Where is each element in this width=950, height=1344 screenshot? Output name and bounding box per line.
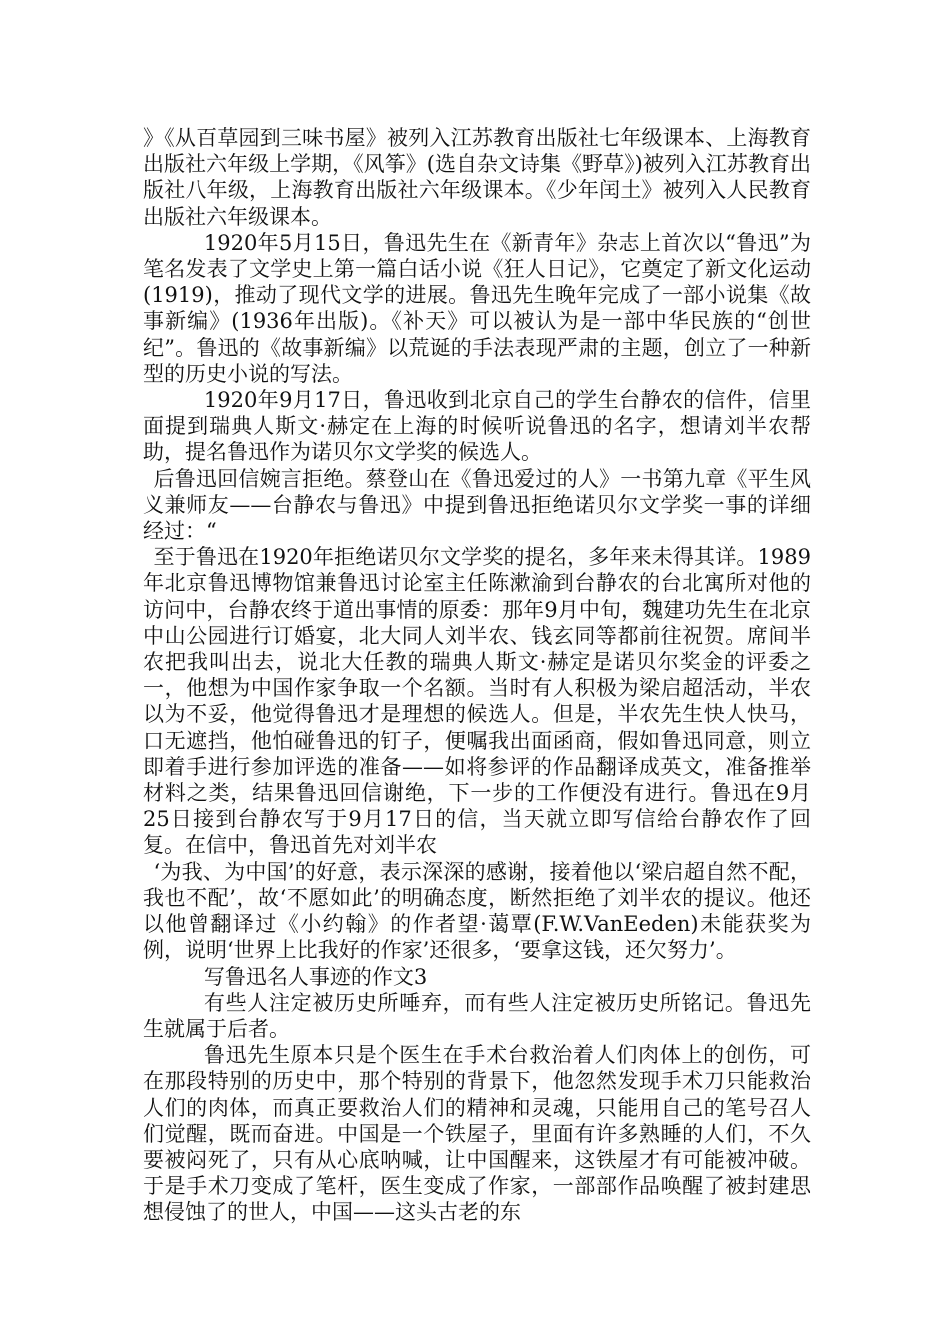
paragraph-textbook-list: 》《从百草园到三味书屋》被列入江苏教育出版社七年级课本、上海教育出版社六年级上学期，《风筝》(选自杂文诗集《野草》)被列入江苏教育出版社八年级，上海教育出版社六年级课本。《少年闰土》被列入人民教育出版社六年级课本。: [143, 126, 811, 229]
paragraph-madman-diary: 1920年5月15日，鲁迅先生在《新青年》杂志上首次以“鲁迅”为笔名发表了文学史上第一篇白话小说《狂人日记》，它奠定了新文化运动(1919)，推动了现代文学的进展。鲁迅先生晚年完成了一部小说集《故事新编》(1936年出版)。《补天》可以被认为是一部中华民族的“创世纪”。鲁迅的《故事新编》以荒诞的手法表现严肃的主题，创立了一种新型的历史小说的写法。: [143, 230, 811, 386]
paragraph-declined-reply: 后鲁迅回信婉言拒绝。蔡登山在《鲁迅爱过的人》一书第九章《平生风义兼师友——台静农与鲁迅》中提到鲁迅拒绝诺贝尔文学奖一事的详细经过：“: [143, 466, 811, 544]
paragraph-letter-received: 1920年9月17日，鲁迅收到北京自己的学生台静农的信件，信里面提到瑞典人斯文·赫定在上海的时候听说鲁迅的名字，想请刘半农帮助，提名鲁迅作为诺贝尔文学奖的候选人。: [143, 388, 811, 465]
paragraph-gratitude: ‘为我、为中国’的好意，表示深深的感谢，接着他以‘梁启超自然不配，我也不配’，故‘不愿如此’的明确态度，断然拒绝了刘半农的提议。他还以他曾翻译过《小约翰》的作者望·蔼覃(F.W.VanEeden)未能获奖为例，说明‘世界上比我好的作家’还很多，‘要拿这钱，还欠努力’。: [143, 859, 811, 963]
paragraph-history-remembers: 有些人注定被历史所唾弃，而有些人注定被历史所铭记。鲁迅先生就属于后者。: [143, 990, 811, 1041]
section-heading: 写鲁迅名人事迹的作文3: [203, 964, 428, 989]
document-body: [143, 125, 811, 1226]
paragraph-doctor-to-writer: 鲁迅先生原本只是个医生在手术台救治着人们肉体上的创伤，可在那段特别的历史中，那个特别的背景下，他忽然发现手术刀只能救治人们的肉体，而真正要救治人们的精神和灵魂，只能用自己的笔号召人们觉醒，既而奋进。中国是一个铁屋子，里面有许多熟睡的人们，不久要被闷死了，只有从心底呐喊，让中国醒来，这铁屋才有可能被冲破。于是手术刀变成了笔杆，医生变成了作家，一部部作品唤醒了被封建思想侵蚀了的世人，中国——这头古老的东: [143, 1043, 811, 1225]
paragraph-nobel-details: 至于鲁迅在1920年拒绝诺贝尔文学奖的提名，多年来未得其详。1989年北京鲁迅博物馆兼鲁迅讨论室主任陈漱渝到台静农的台北寓所对他的访问中，台静农终于道出事情的原委：那年9月中旬，魏建功先生在北京中山公园进行订婚宴，北大同人刘半农、钱玄同等都前往祝贺。席间半农把我叫出去，说北大任教的瑞典人斯文·赫定是诺贝尔奖金的评委之一，他想为中国作家争取一个名额。当时有人积极为梁启超活动，半农以为不妥，他觉得鲁迅才是理想的候选人。但是，半农先生快人快马，口无遮挡，他怕碰鲁迅的钉子，便嘱我出面函商，假如鲁迅同意，则立即着手进行参加评选的准备——如将参评的作品翻译成英文，准备推举材料之类，结果鲁迅回信谢绝，下一步的工作便没有进行。鲁迅在9月25日接到台静农写于9月17日的信，当天就立即写信给台静农作了回复。在信中，鲁迅首先对刘半农: [143, 545, 811, 858]
